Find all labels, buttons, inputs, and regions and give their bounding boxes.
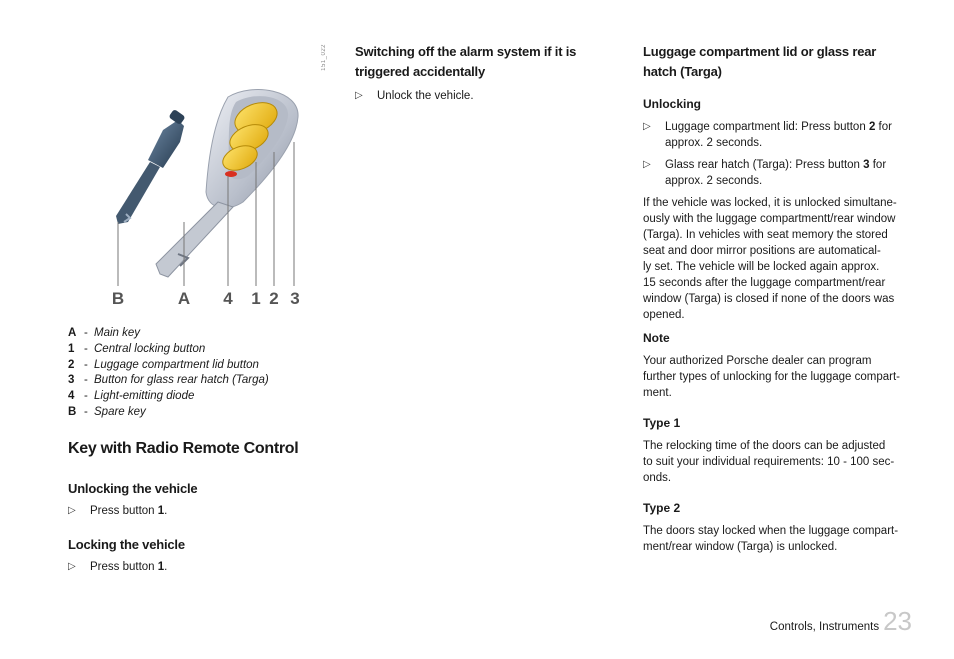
middle-column [355,42,605,104]
legend-item: 3 - Button for glass rear hatch (Targa) [68,374,269,387]
alarm-heading: Switching off the alarm system if it is triggered accidentally [355,44,577,79]
type2-heading: Type 2 [643,501,681,515]
left-column [68,42,338,575]
bullet-triangle-icon: ▷ [643,121,651,132]
note-paragraph: Your authorized Porsche dealer can program further types of unlocking for the luggage compart- ment. [643,355,900,399]
type1-paragraph: The relocking time of the doors can be adjusted to suit your individual requirements: 10 - 100 sec- onds. [643,440,895,484]
footer-section: Controls, Instruments [769,621,880,633]
figure-code: 151_022 [321,44,327,71]
callout-label-4: 4 [223,289,233,308]
callout-label-1: 1 [251,289,261,308]
unlocking-heading: Unlocking the vehicle [68,480,198,496]
bullet-triangle-icon: ▷ [68,504,76,516]
type2-paragraph: The doors stay locked when the luggage compart- ment/rear window (Targa) is unlocked. [643,525,899,553]
legend-item: 2 - Luggage compartment lid button [68,358,259,371]
luggage-step-1: ▷ Luggage compartment lid: Press button 2 for approx. 2 seconds. [643,121,892,149]
key-illustration [68,42,338,312]
luggage-heading: Luggage compartment lid or glass rear hatch (Targa) [643,44,877,79]
callout-label-a: A [177,289,191,308]
callout-label-2: 2 [269,289,279,308]
callout-label-3: 3 [290,289,300,308]
note-heading: Note [643,331,670,345]
section-title: Key with Radio Remote Control [68,439,299,457]
luggage-step-2: ▷ Glass rear hatch (Targa): Press button 3 for approx. 2 seconds. [643,159,887,187]
alarm-step: ▷ Unlock the vehicle. [355,90,474,102]
bullet-triangle-icon: ▷ [643,159,651,170]
type1-heading: Type 1 [643,416,681,430]
figure-legend [68,326,338,421]
bullet-triangle-icon: ▷ [355,90,363,101]
right-column [643,42,915,555]
legend-item: 4 - Light-emitting diode [68,390,195,403]
legend-item: A - Main key [68,327,141,339]
spare-key [116,109,186,224]
callout-label-b: B [111,289,125,308]
page-footer [770,608,912,635]
bullet-triangle-icon: ▷ [68,560,76,572]
locking-heading: Locking the vehicle [68,536,185,552]
legend-item: B - Spare key [68,405,146,418]
unlock-step: ▷ Press button 1. [68,504,168,517]
page-number: 23 [883,606,912,636]
unlocking-subheading: Unlocking [643,97,702,111]
lock-step: ▷ Press button 1. [68,560,168,573]
key-drawing [68,42,338,312]
legend-item: 1 - Central locking button [68,342,206,355]
unlock-paragraph: If the vehicle was locked, it is unlocked simultane- ously with the luggage compartmentt/rear window (Targa). In vehicles with seat memory the stored seat and door mirror positions are automatical- ly set. The vehicle will be locked again approx. 15 seconds after the luggage compartment/rear window (Targa) is closed if none of the doors was opened. [643,197,897,321]
